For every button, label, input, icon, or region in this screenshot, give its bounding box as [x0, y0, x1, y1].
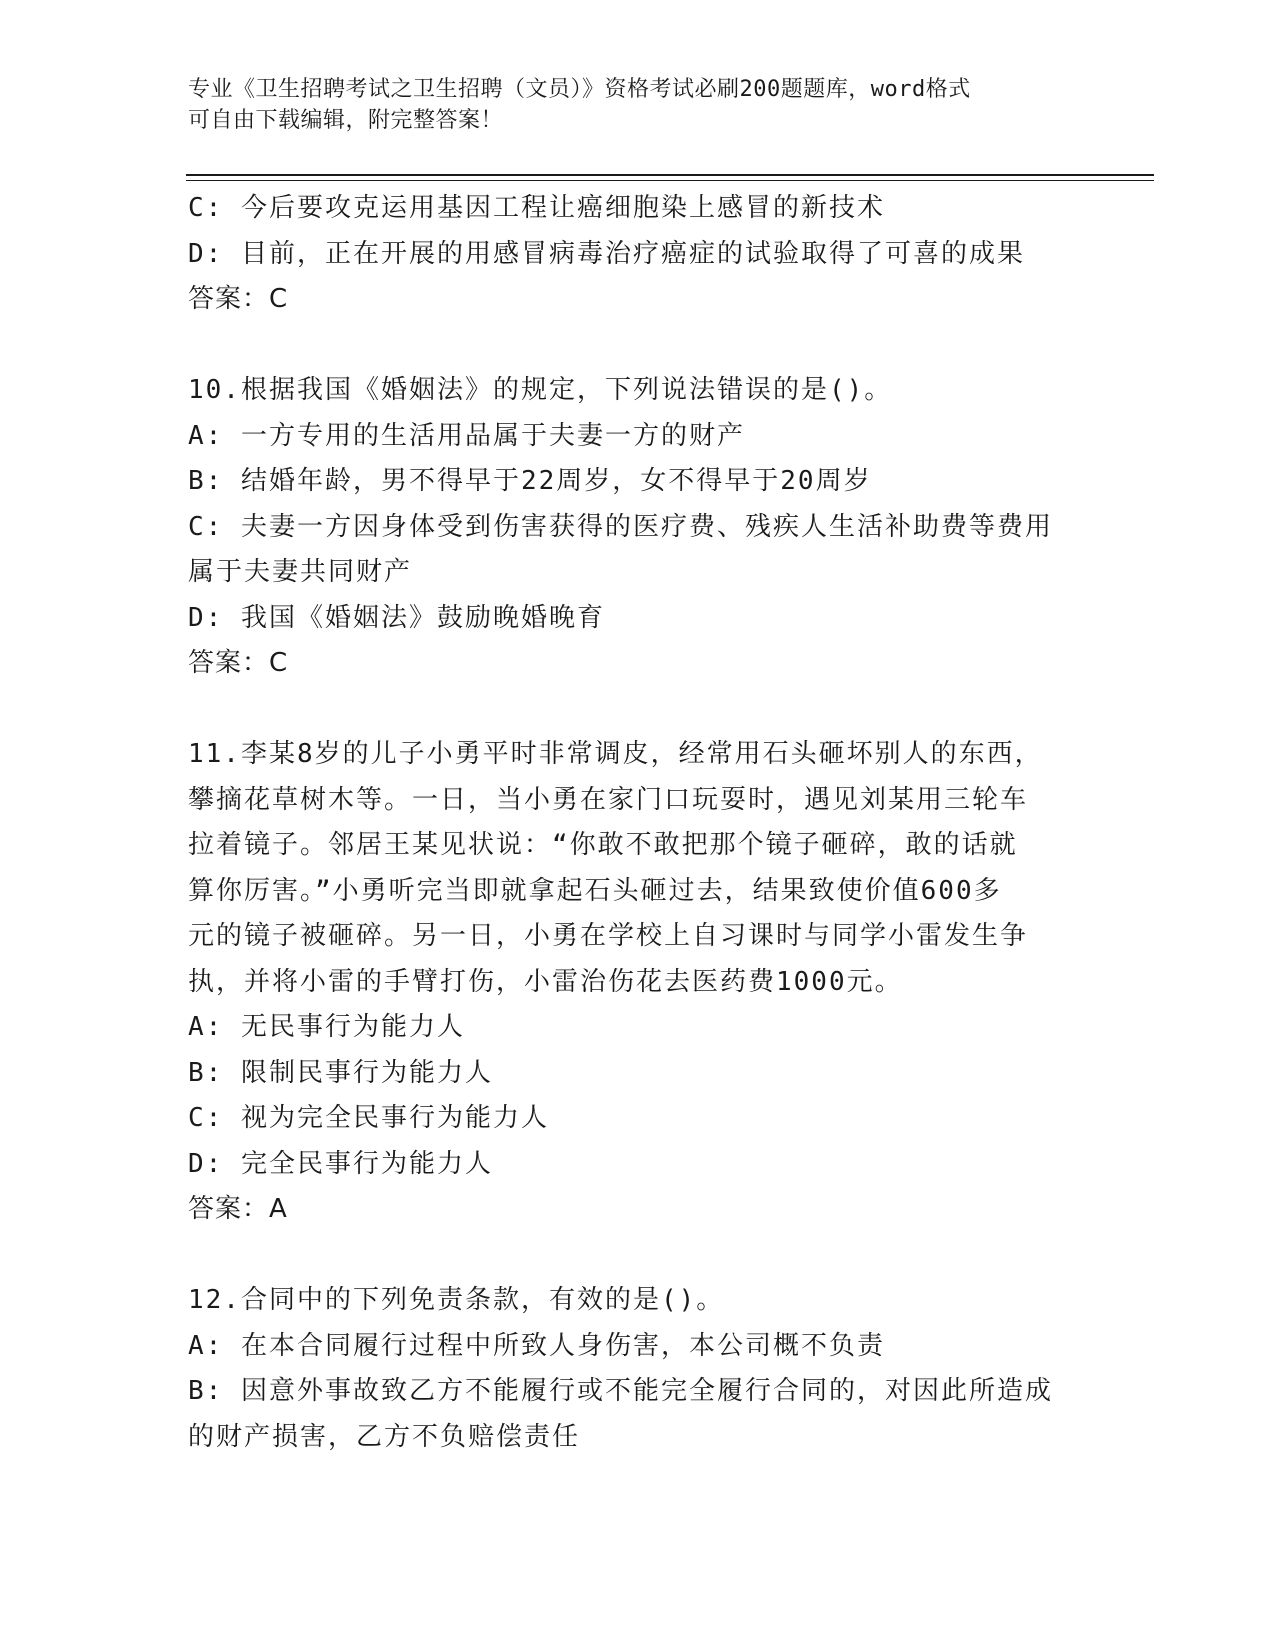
spacer [188, 1233, 1088, 1279]
option-d: D: 完全民事行为能力人 [188, 1148, 493, 1179]
option-b: B: 因意外事故致乙方不能履行或不能完全履行合同的，对因此所造成 [188, 1376, 1053, 1406]
spacer [188, 323, 1088, 369]
question-12 [188, 1278, 1088, 1460]
option-d: D: 目前，正在开展的用感冒病毒治疗癌症的试验取得了可喜的成果 [188, 238, 1025, 269]
question-stem: 11.李某8岁的儿子小勇平时非常调皮，经常用石头砸坏别人的东西， [188, 739, 1043, 769]
option-b: B: 限制民事行为能力人 [188, 1057, 493, 1088]
question-11 [188, 732, 1088, 1233]
question-stem-continued: 攀摘花草树木等。一日，当小勇在家门口玩耍时，遇见刘某用三轮车 [188, 784, 1029, 815]
option-c: C: 夫妻一方因身体受到伤害获得的医疗费、残疾人生活补助费等费用 [188, 511, 1053, 542]
question-stem: 10.根据我国《婚姻法》的规定，下列说法错误的是()。 [188, 375, 893, 405]
option-a: A: 无民事行为能力人 [188, 1012, 465, 1042]
header-divider-thick [186, 174, 1154, 176]
option-c-continued: 属于夫妻共同财产 [188, 557, 413, 587]
question-stem-continued: 执，并将小雷的手臂打伤，小雷治伤花去医药费1000元。 [188, 966, 903, 997]
option-c: C: 视为完全民事行为能力人 [188, 1103, 549, 1133]
option-b-continued: 的财产损害，乙方不负赔偿责任 [188, 1421, 581, 1452]
question-stem-continued: 算你厉害。”小勇听完当即就拿起石头砸过去，结果致使价值600多 [188, 875, 1002, 906]
question-stem: 12.合同中的下列免责条款，有效的是()。 [188, 1285, 725, 1315]
question-9 [188, 186, 1088, 323]
option-c: C: 今后要攻克运用基因工程让癌细胞染上感冒的新技术 [188, 193, 885, 223]
answer: 答案：C [188, 648, 289, 678]
option-b: B: 结婚年龄，男不得早于22周岁，女不得早于20周岁 [188, 466, 872, 496]
header-divider-thin [186, 180, 1154, 181]
option-d: D: 我国《婚姻法》鼓励晚婚晚育 [188, 602, 605, 633]
spacer [188, 687, 1088, 733]
question-stem-continued: 拉着镜子。邻居王某见状说：“你敢不敢把那个镜子砸碎，敢的话就 [188, 830, 1018, 860]
header-title-line-2: 可自由下载编辑，附完整答案！ [188, 108, 504, 133]
answer: 答案：A [188, 1194, 288, 1224]
question-list [188, 186, 1088, 1460]
option-a: A: 一方专用的生活用品属于夫妻一方的财产 [188, 420, 745, 451]
option-a: A: 在本合同履行过程中所致人身伤害，本公司概不负责 [188, 1330, 885, 1361]
question-10 [188, 368, 1088, 687]
question-stem-continued: 元的镜子被砸碎。另一日，小勇在学校上自习课时与同学小雷发生争 [188, 921, 1029, 951]
page-header [188, 74, 1088, 136]
header-title-line-1: 专业《卫生招聘考试之卫生招聘（文员）》资格考试必刷200题题库，word格式 [188, 77, 971, 102]
answer: 答案：C [188, 284, 289, 314]
